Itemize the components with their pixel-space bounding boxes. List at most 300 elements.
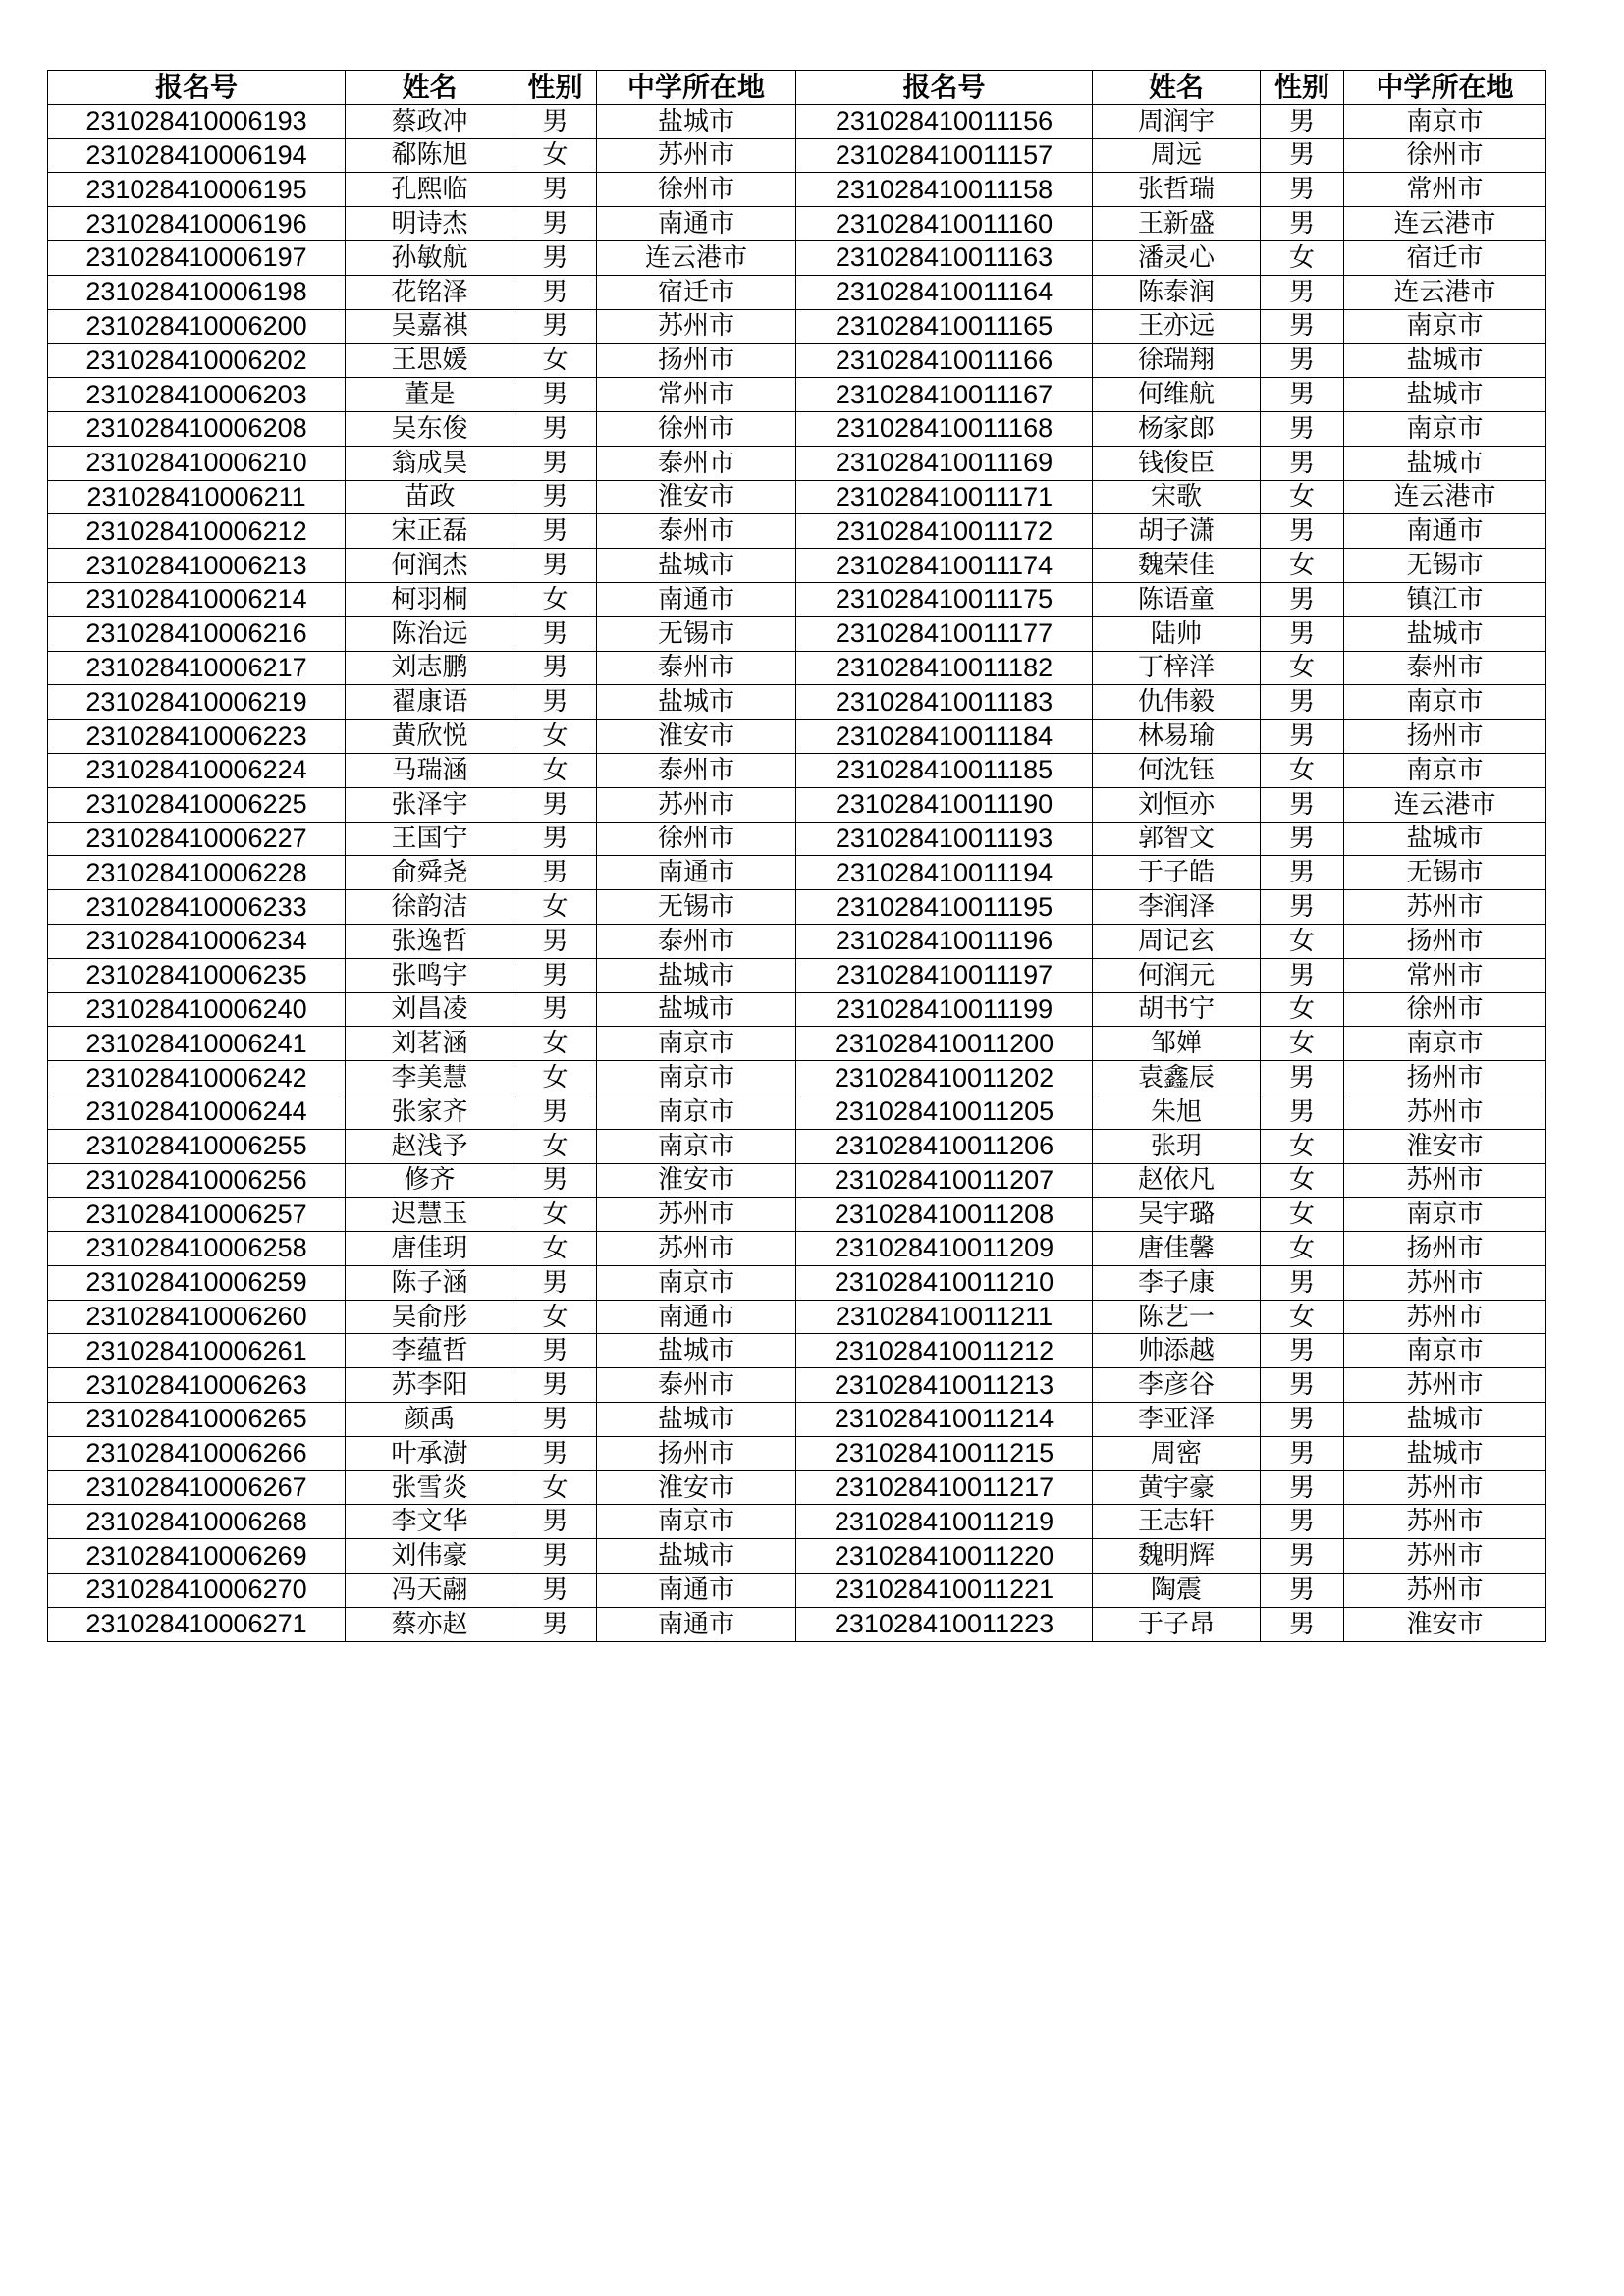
gender-cell: 男 <box>514 1095 597 1129</box>
school-location-cell: 南京市 <box>597 1095 796 1129</box>
school-location-cell: 连云港市 <box>1344 480 1546 514</box>
name-cell: 陈治远 <box>346 616 514 651</box>
registration-number-cell: 231028410006223 <box>48 720 346 754</box>
table-row <box>48 1539 1546 1574</box>
name-cell: 冯天翮 <box>346 1574 514 1608</box>
school-location-cell: 南通市 <box>597 856 796 890</box>
name-cell: 李蕴哲 <box>346 1334 514 1368</box>
registration-number-cell: 231028410006240 <box>48 992 346 1027</box>
school-location-cell: 淮安市 <box>597 720 796 754</box>
registration-number-cell: 231028410011174 <box>796 549 1093 583</box>
registration-number-cell: 231028410006267 <box>48 1470 346 1505</box>
table-row <box>48 1232 1546 1266</box>
name-cell: 周润宇 <box>1093 104 1261 138</box>
gender-cell: 男 <box>1261 720 1344 754</box>
school-location-cell: 盐城市 <box>597 958 796 992</box>
gender-cell: 男 <box>514 104 597 138</box>
gender-cell: 男 <box>514 822 597 856</box>
school-location-cell: 连云港市 <box>1344 787 1546 822</box>
school-location-cell: 南京市 <box>1344 1198 1546 1232</box>
registration-number-cell: 231028410011168 <box>796 411 1093 446</box>
school-location-cell: 南京市 <box>1344 685 1546 720</box>
registration-number-cell: 231028410006257 <box>48 1198 346 1232</box>
school-location-cell: 扬州市 <box>1344 720 1546 754</box>
registration-number-cell: 231028410011219 <box>796 1505 1093 1539</box>
gender-cell: 男 <box>1261 446 1344 480</box>
registration-number-cell: 231028410011209 <box>796 1232 1093 1266</box>
registration-number-cell: 231028410011200 <box>796 1027 1093 1061</box>
registration-number-cell: 231028410006214 <box>48 582 346 616</box>
school-location-cell: 苏州市 <box>1344 890 1546 925</box>
school-location-cell: 宿迁市 <box>597 275 796 309</box>
gender-cell: 男 <box>514 856 597 890</box>
registration-number-cell: 231028410011182 <box>796 651 1093 685</box>
gender-cell: 男 <box>514 958 597 992</box>
school-location-cell: 扬州市 <box>597 344 796 378</box>
registration-number-cell: 231028410011208 <box>796 1198 1093 1232</box>
name-cell: 宋歌 <box>1093 480 1261 514</box>
school-location-cell: 扬州市 <box>1344 1061 1546 1095</box>
school-location-cell: 南通市 <box>1344 514 1546 549</box>
gender-cell: 男 <box>1261 685 1344 720</box>
school-location-cell: 盐城市 <box>1344 616 1546 651</box>
gender-cell: 女 <box>1261 549 1344 583</box>
school-location-cell: 苏州市 <box>1344 1095 1546 1129</box>
registration-number-cell: 231028410011210 <box>796 1265 1093 1300</box>
gender-cell: 男 <box>1261 822 1344 856</box>
gender-cell: 男 <box>1261 890 1344 925</box>
table-row <box>48 1265 1546 1300</box>
gender-cell: 男 <box>514 1368 597 1403</box>
registration-number-cell: 231028410006263 <box>48 1368 346 1403</box>
name-cell: 于子皓 <box>1093 856 1261 890</box>
gender-cell: 男 <box>514 411 597 446</box>
gender-cell: 女 <box>514 1470 597 1505</box>
school-location-cell: 南通市 <box>597 1574 796 1608</box>
school-location-cell: 泰州市 <box>1344 651 1546 685</box>
name-cell: 赵浅予 <box>346 1129 514 1163</box>
name-cell: 张哲瑞 <box>1093 173 1261 207</box>
school-location-cell: 泰州市 <box>597 924 796 958</box>
table-row <box>48 651 1546 685</box>
name-cell: 翁成昊 <box>346 446 514 480</box>
name-cell: 赵依凡 <box>1093 1163 1261 1198</box>
school-location-cell: 南通市 <box>597 582 796 616</box>
gender-cell: 男 <box>514 924 597 958</box>
school-location-cell: 徐州市 <box>597 411 796 446</box>
gender-cell: 男 <box>1261 1368 1344 1403</box>
school-location-cell: 扬州市 <box>597 1436 796 1470</box>
gender-cell: 男 <box>514 309 597 344</box>
registration-number-cell: 231028410011197 <box>796 958 1093 992</box>
school-location-cell: 扬州市 <box>1344 924 1546 958</box>
school-location-cell: 泰州市 <box>597 1368 796 1403</box>
school-location-cell: 苏州市 <box>597 1232 796 1266</box>
table-row <box>48 1129 1546 1163</box>
gender-cell: 男 <box>514 1505 597 1539</box>
school-location-cell: 泰州市 <box>597 651 796 685</box>
name-cell: 何沈钰 <box>1093 753 1261 787</box>
gender-cell: 女 <box>1261 1300 1344 1334</box>
school-location-cell: 苏州市 <box>1344 1539 1546 1574</box>
gender-cell: 女 <box>1261 1232 1344 1266</box>
registration-number-cell: 231028410006271 <box>48 1607 346 1641</box>
table-row <box>48 1027 1546 1061</box>
school-location-cell: 南京市 <box>1344 753 1546 787</box>
registration-number-cell: 231028410011195 <box>796 890 1093 925</box>
gender-cell: 男 <box>514 378 597 412</box>
gender-cell: 男 <box>1261 514 1344 549</box>
registration-number-cell: 231028410011193 <box>796 822 1093 856</box>
gender-cell: 女 <box>514 1129 597 1163</box>
table-row <box>48 787 1546 822</box>
gender-cell: 男 <box>1261 173 1344 207</box>
registration-number-cell: 231028410011223 <box>796 1607 1093 1641</box>
name-cell: 周远 <box>1093 138 1261 173</box>
name-cell: 杨家郎 <box>1093 411 1261 446</box>
gender-cell: 男 <box>514 1574 597 1608</box>
school-location-cell: 南通市 <box>597 1300 796 1334</box>
registration-number-cell: 231028410011206 <box>796 1129 1093 1163</box>
gender-cell: 男 <box>514 1265 597 1300</box>
registration-number-cell: 231028410006228 <box>48 856 346 890</box>
gender-cell: 男 <box>1261 309 1344 344</box>
header-school-location: 中学所在地 <box>597 71 796 105</box>
registration-number-cell: 231028410006244 <box>48 1095 346 1129</box>
registration-number-cell: 231028410006211 <box>48 480 346 514</box>
gender-cell: 女 <box>514 1027 597 1061</box>
registration-number-cell: 231028410006197 <box>48 240 346 275</box>
table-row <box>48 446 1546 480</box>
registration-number-cell: 231028410011215 <box>796 1436 1093 1470</box>
name-cell: 孙敏航 <box>346 240 514 275</box>
table-row <box>48 1334 1546 1368</box>
name-cell: 翟康语 <box>346 685 514 720</box>
school-location-cell: 盐城市 <box>597 1539 796 1574</box>
name-cell: 魏明辉 <box>1093 1539 1261 1574</box>
gender-cell: 男 <box>514 173 597 207</box>
gender-cell: 女 <box>1261 1163 1344 1198</box>
registration-number-cell: 231028410006235 <box>48 958 346 992</box>
name-cell: 明诗杰 <box>346 207 514 241</box>
name-cell: 俞舜尧 <box>346 856 514 890</box>
table-body <box>48 104 1546 1641</box>
gender-cell: 女 <box>514 344 597 378</box>
registration-number-cell: 231028410006266 <box>48 1436 346 1470</box>
header-name-2: 姓名 <box>1093 71 1261 105</box>
name-cell: 李亚泽 <box>1093 1403 1261 1437</box>
school-location-cell: 南京市 <box>1344 309 1546 344</box>
registration-number-cell: 231028410006227 <box>48 822 346 856</box>
registration-number-cell: 231028410011213 <box>796 1368 1093 1403</box>
gender-cell: 男 <box>1261 616 1344 651</box>
name-cell: 郭智文 <box>1093 822 1261 856</box>
registration-number-cell: 231028410011156 <box>796 104 1093 138</box>
registration-number-cell: 231028410006202 <box>48 344 346 378</box>
name-cell: 苏李阳 <box>346 1368 514 1403</box>
table-row <box>48 924 1546 958</box>
name-cell: 蔡亦赵 <box>346 1607 514 1641</box>
name-cell: 叶承澍 <box>346 1436 514 1470</box>
name-cell: 朱旭 <box>1093 1095 1261 1129</box>
school-location-cell: 苏州市 <box>597 1198 796 1232</box>
table-row <box>48 992 1546 1027</box>
school-location-cell: 盐城市 <box>597 1403 796 1437</box>
name-cell: 周密 <box>1093 1436 1261 1470</box>
name-cell: 郗陈旭 <box>346 138 514 173</box>
table-row <box>48 173 1546 207</box>
school-location-cell: 盐城市 <box>1344 378 1546 412</box>
registration-number-cell: 231028410006213 <box>48 549 346 583</box>
table-row <box>48 890 1546 925</box>
gender-cell: 男 <box>1261 856 1344 890</box>
table-row <box>48 1198 1546 1232</box>
registration-number-cell: 231028410006260 <box>48 1300 346 1334</box>
registration-number-cell: 231028410006195 <box>48 173 346 207</box>
school-location-cell: 南京市 <box>597 1265 796 1300</box>
table-row <box>48 616 1546 651</box>
gender-cell: 女 <box>514 720 597 754</box>
name-cell: 刘恒亦 <box>1093 787 1261 822</box>
table-row <box>48 856 1546 890</box>
registration-number-cell: 231028410006219 <box>48 685 346 720</box>
school-location-cell: 南京市 <box>597 1061 796 1095</box>
registration-number-cell: 231028410006268 <box>48 1505 346 1539</box>
gender-cell: 男 <box>514 549 597 583</box>
name-cell: 李子康 <box>1093 1265 1261 1300</box>
gender-cell: 女 <box>514 753 597 787</box>
gender-cell: 男 <box>1261 1505 1344 1539</box>
school-location-cell: 盐城市 <box>1344 446 1546 480</box>
school-location-cell: 淮安市 <box>1344 1607 1546 1641</box>
name-cell: 刘志鹏 <box>346 651 514 685</box>
table-row <box>48 1403 1546 1437</box>
registration-number-cell: 231028410011221 <box>796 1574 1093 1608</box>
gender-cell: 女 <box>1261 1027 1344 1061</box>
registration-number-cell: 231028410011194 <box>796 856 1093 890</box>
school-location-cell: 盐城市 <box>597 992 796 1027</box>
gender-cell: 男 <box>514 240 597 275</box>
name-cell: 迟慧玉 <box>346 1198 514 1232</box>
school-location-cell: 苏州市 <box>1344 1300 1546 1334</box>
gender-cell: 男 <box>514 787 597 822</box>
registration-number-cell: 231028410006208 <box>48 411 346 446</box>
name-cell: 邹婵 <box>1093 1027 1261 1061</box>
gender-cell: 女 <box>1261 924 1344 958</box>
name-cell: 张雪炎 <box>346 1470 514 1505</box>
gender-cell: 女 <box>514 582 597 616</box>
name-cell: 王新盛 <box>1093 207 1261 241</box>
gender-cell: 男 <box>1261 958 1344 992</box>
registration-number-cell: 231028410006259 <box>48 1265 346 1300</box>
school-location-cell: 连云港市 <box>597 240 796 275</box>
gender-cell: 男 <box>1261 275 1344 309</box>
school-location-cell: 扬州市 <box>1344 1232 1546 1266</box>
name-cell: 黄宇豪 <box>1093 1470 1261 1505</box>
gender-cell: 男 <box>1261 1061 1344 1095</box>
header-gender: 性别 <box>514 71 597 105</box>
registration-number-cell: 231028410006210 <box>48 446 346 480</box>
gender-cell: 女 <box>1261 651 1344 685</box>
gender-cell: 男 <box>1261 1334 1344 1368</box>
name-cell: 陈语童 <box>1093 582 1261 616</box>
registration-number-cell: 231028410006216 <box>48 616 346 651</box>
gender-cell: 男 <box>514 651 597 685</box>
school-location-cell: 淮安市 <box>597 480 796 514</box>
gender-cell: 女 <box>1261 1129 1344 1163</box>
gender-cell: 男 <box>514 1334 597 1368</box>
registration-number-cell: 231028410006270 <box>48 1574 346 1608</box>
name-cell: 宋正磊 <box>346 514 514 549</box>
school-location-cell: 连云港市 <box>1344 275 1546 309</box>
name-cell: 唐佳玥 <box>346 1232 514 1266</box>
gender-cell: 男 <box>514 514 597 549</box>
table-row <box>48 1607 1546 1641</box>
gender-cell: 男 <box>1261 1403 1344 1437</box>
gender-cell: 男 <box>514 446 597 480</box>
table-row <box>48 104 1546 138</box>
name-cell: 孔熙临 <box>346 173 514 207</box>
table-row <box>48 720 1546 754</box>
school-location-cell: 无锡市 <box>1344 856 1546 890</box>
name-cell: 张鸣宇 <box>346 958 514 992</box>
name-cell: 张逸哲 <box>346 924 514 958</box>
name-cell: 修齐 <box>346 1163 514 1198</box>
table-row <box>48 344 1546 378</box>
name-cell: 陈艺一 <box>1093 1300 1261 1334</box>
gender-cell: 女 <box>1261 480 1344 514</box>
gender-cell: 男 <box>1261 1265 1344 1300</box>
gender-cell: 男 <box>1261 1470 1344 1505</box>
header-gender-2: 性别 <box>1261 71 1344 105</box>
gender-cell: 男 <box>1261 1574 1344 1608</box>
header-row <box>48 71 1546 105</box>
school-location-cell: 苏州市 <box>1344 1574 1546 1608</box>
name-cell: 马瑞涵 <box>346 753 514 787</box>
name-cell: 吴宇璐 <box>1093 1198 1261 1232</box>
school-location-cell: 淮安市 <box>597 1470 796 1505</box>
gender-cell: 男 <box>1261 582 1344 616</box>
name-cell: 张玥 <box>1093 1129 1261 1163</box>
school-location-cell: 常州市 <box>597 378 796 412</box>
registration-number-cell: 231028410011185 <box>796 753 1093 787</box>
school-location-cell: 徐州市 <box>1344 992 1546 1027</box>
registration-number-cell: 231028410011172 <box>796 514 1093 549</box>
name-cell: 董是 <box>346 378 514 412</box>
gender-cell: 男 <box>1261 207 1344 241</box>
name-cell: 王思媛 <box>346 344 514 378</box>
registration-number-cell: 231028410011214 <box>796 1403 1093 1437</box>
gender-cell: 女 <box>514 138 597 173</box>
school-location-cell: 南通市 <box>597 207 796 241</box>
school-location-cell: 苏州市 <box>597 138 796 173</box>
gender-cell: 男 <box>514 480 597 514</box>
table-row <box>48 275 1546 309</box>
gender-cell: 女 <box>514 1061 597 1095</box>
table-row <box>48 138 1546 173</box>
gender-cell: 男 <box>1261 104 1344 138</box>
school-location-cell: 盐城市 <box>1344 1403 1546 1437</box>
school-location-cell: 南京市 <box>1344 1334 1546 1368</box>
table-row <box>48 1300 1546 1334</box>
gender-cell: 男 <box>1261 138 1344 173</box>
table-row <box>48 1368 1546 1403</box>
name-cell: 颜禹 <box>346 1403 514 1437</box>
registration-number-cell: 231028410011190 <box>796 787 1093 822</box>
school-location-cell: 南京市 <box>1344 411 1546 446</box>
registration-number-cell: 231028410006242 <box>48 1061 346 1095</box>
table-row <box>48 378 1546 412</box>
school-location-cell: 泰州市 <box>597 446 796 480</box>
name-cell: 魏荣佳 <box>1093 549 1261 583</box>
header-registration-number: 报名号 <box>48 71 346 105</box>
school-location-cell: 盐城市 <box>597 549 796 583</box>
school-location-cell: 南通市 <box>597 1607 796 1641</box>
gender-cell: 女 <box>1261 240 1344 275</box>
registration-number-cell: 231028410011212 <box>796 1334 1093 1368</box>
name-cell: 陈子涵 <box>346 1265 514 1300</box>
school-location-cell: 南京市 <box>1344 1027 1546 1061</box>
name-cell: 张泽宇 <box>346 787 514 822</box>
name-cell: 李文华 <box>346 1505 514 1539</box>
registration-number-cell: 231028410011169 <box>796 446 1093 480</box>
name-cell: 林易瑜 <box>1093 720 1261 754</box>
table-row <box>48 514 1546 549</box>
gender-cell: 男 <box>1261 1095 1344 1129</box>
registration-number-cell: 231028410006265 <box>48 1403 346 1437</box>
school-location-cell: 徐州市 <box>1344 138 1546 173</box>
table-row <box>48 207 1546 241</box>
school-location-cell: 苏州市 <box>1344 1265 1546 1300</box>
name-cell: 刘伟豪 <box>346 1539 514 1574</box>
name-cell: 何润杰 <box>346 549 514 583</box>
registration-number-cell: 231028410006258 <box>48 1232 346 1266</box>
school-location-cell: 淮安市 <box>1344 1129 1546 1163</box>
name-cell: 王国宁 <box>346 822 514 856</box>
school-location-cell: 苏州市 <box>1344 1368 1546 1403</box>
name-cell: 陆帅 <box>1093 616 1261 651</box>
registration-number-cell: 231028410011207 <box>796 1163 1093 1198</box>
registration-number-cell: 231028410006198 <box>48 275 346 309</box>
name-cell: 吴东俊 <box>346 411 514 446</box>
gender-cell: 女 <box>514 1198 597 1232</box>
name-cell: 仇伟毅 <box>1093 685 1261 720</box>
school-location-cell: 苏州市 <box>597 787 796 822</box>
registration-number-cell: 231028410006194 <box>48 138 346 173</box>
school-location-cell: 无锡市 <box>597 890 796 925</box>
table-row <box>48 1470 1546 1505</box>
name-cell: 徐瑞翔 <box>1093 344 1261 378</box>
school-location-cell: 盐城市 <box>597 104 796 138</box>
registration-number-cell: 231028410011184 <box>796 720 1093 754</box>
school-location-cell: 连云港市 <box>1344 207 1546 241</box>
school-location-cell: 苏州市 <box>1344 1163 1546 1198</box>
name-cell: 花铭泽 <box>346 275 514 309</box>
table-row <box>48 1095 1546 1129</box>
name-cell: 吴嘉祺 <box>346 309 514 344</box>
registration-number-cell: 231028410011199 <box>796 992 1093 1027</box>
table-row <box>48 822 1546 856</box>
name-cell: 钱俊臣 <box>1093 446 1261 480</box>
gender-cell: 男 <box>514 1436 597 1470</box>
school-location-cell: 苏州市 <box>1344 1505 1546 1539</box>
gender-cell: 男 <box>1261 787 1344 822</box>
registration-number-cell: 231028410011171 <box>796 480 1093 514</box>
name-cell: 张家齐 <box>346 1095 514 1129</box>
school-location-cell: 常州市 <box>1344 958 1546 992</box>
registration-number-cell: 231028410006193 <box>48 104 346 138</box>
table-row <box>48 753 1546 787</box>
